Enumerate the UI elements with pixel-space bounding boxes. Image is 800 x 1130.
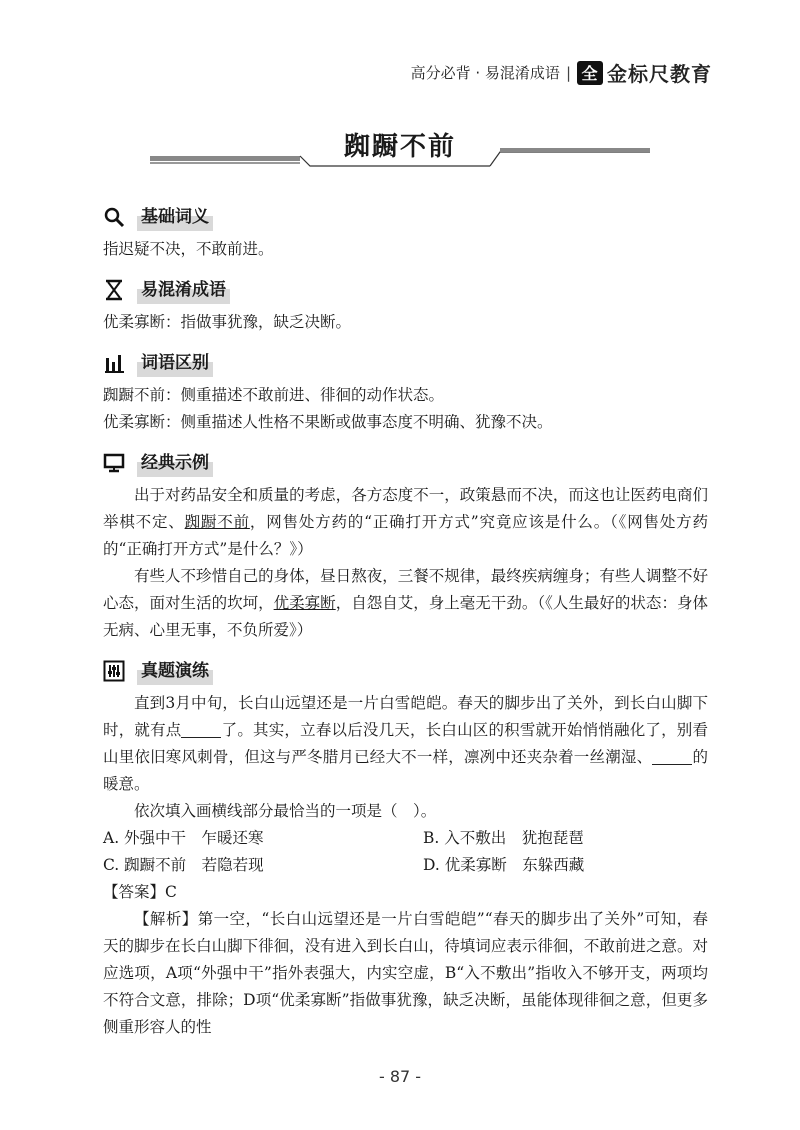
monitor-icon: [103, 452, 125, 474]
bar-chart-icon: [103, 352, 125, 374]
header-separator: |: [565, 63, 571, 82]
sliders-icon: [103, 660, 125, 682]
brand-mark-icon: 全: [577, 61, 603, 85]
section-examples-header: [103, 448, 708, 478]
analysis-text: 【解析】第一空，“长白山远望还是一片白雪皑皑”“春天的脚步出了关外”可知，春天的脚步在长白山脚下徘徊，没有进入到长白山，待填词应表示徘徊，不敢前进之意。对应选项，A项“外强中干”指外表强大，内实空虚，B“入不敷出”指收入不够开支，两项均不符合文意，排除；D项“优柔寡断”指做事犹豫，缺乏决断，虽能体现徘徊之意，但更多侧重形容人的性: [103, 910, 708, 1036]
answer-text: 【答案】C: [103, 883, 177, 901]
section-basic-header: [103, 202, 708, 232]
blank-1: [181, 719, 221, 738]
difference-line-2: 优柔寡断：侧重描述人性格不果断或做事态度不明确、犹豫不决。: [103, 413, 553, 431]
basic-meaning-text: 指迟疑不决，不敢前进。: [103, 240, 274, 258]
section-difference-title: 词语区别: [137, 350, 213, 377]
question-part-1: 直到3月中旬，长白山远望还是一片白雪皑皑。春天的脚步出了关外，到长白山脚下时，就有点: [103, 694, 708, 739]
example-2-before: 有些人不珍惜自己的身体，昼日熬夜，三餐不规律，最终疾病缠身；有些人调整不好心态，面对生活的坎坷，: [103, 567, 708, 612]
page-header: [411, 58, 712, 87]
option-d: D. 优柔寡断 东躲西藏: [423, 856, 585, 874]
section-practice-title: 真题演练: [137, 658, 213, 685]
example-1: [103, 482, 708, 563]
example-2-term: 优柔寡断: [273, 594, 336, 612]
option-c: C. 踟蹰不前 若隐若现: [103, 856, 264, 874]
confusing-idiom-text: 优柔寡断：指做事犹豫，缺乏决断。: [103, 313, 352, 331]
question-text: [103, 690, 708, 798]
difference-line-1: 踟蹰不前：侧重描述不敢前进、徘徊的动作状态。: [103, 386, 445, 404]
title-banner: [150, 118, 650, 178]
page-number: - 87 -: [378, 1067, 422, 1086]
question-part-2: 了。其实，立春以后没几天，长白山区的积雪就开始悄悄融化了，别看山里依旧寒风刺骨，但这与严冬腊月已经大不一样，凛冽中还夹杂着一丝潮湿、: [103, 721, 708, 766]
section-basic-title: 基础词义: [137, 204, 213, 231]
example-2: [103, 563, 708, 644]
blank-2: [652, 746, 692, 765]
example-2-after: ，自怨自艾，身上毫无干劲。（《人生最好的状态：身体无病、心里无事，不负所爱》）: [103, 594, 708, 639]
section-examples-title: 经典示例: [137, 450, 213, 477]
option-a: A. 外强中干 乍暖还寒: [103, 829, 264, 847]
hourglass-icon: [103, 279, 125, 301]
question-prompt: 依次填入画横线部分最恰当的一项是（ ）。: [134, 802, 437, 820]
main-content: [103, 202, 708, 1041]
page-title: 踟蹰不前: [343, 132, 456, 162]
answer-options: [103, 825, 708, 879]
brand-logo: [577, 58, 712, 87]
example-1-term: 踟蹰不前: [184, 513, 250, 531]
brand-name: 金标尺教育: [607, 62, 712, 86]
magnifier-icon: [103, 206, 125, 228]
example-1-before: 出于对药品安全和质量的考虑，各方态度不一，政策悬而不决，而这也让医药电商们举棋不定、: [103, 486, 708, 531]
section-practice-header: [103, 656, 708, 686]
question-part-3: 的暖意。: [103, 748, 708, 793]
option-b: B. 入不敷出 犹抱琵琶: [423, 829, 584, 847]
section-confusing-title: 易混淆成语: [137, 277, 230, 304]
header-text: 高分必背 · 易混淆成语: [410, 64, 560, 82]
section-confusing-header: [103, 275, 708, 305]
example-1-after: ，网售处方药的“正确打开方式”究竟应该是什么。（《网售处方药的“正确打开方式”是什么？》）: [103, 513, 708, 558]
section-difference-header: [103, 348, 708, 378]
